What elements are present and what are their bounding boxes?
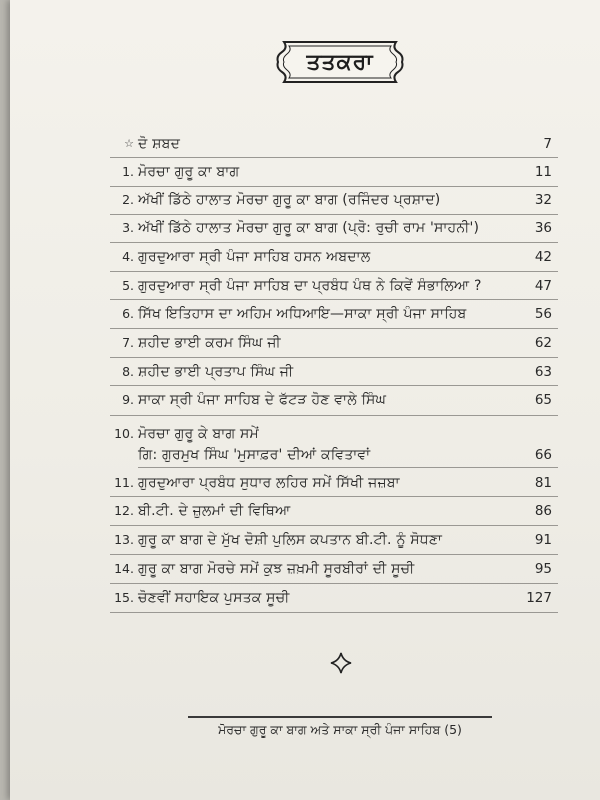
toc-entry-title: ਮੋਰਚਾ ਗੁਰੂ ਕਾ ਬਾਗ [138, 164, 240, 180]
toc-entry[interactable] [10, 388, 600, 412]
toc-entry-title: ਸ਼ਹੀਦ ਭਾਈ ਪ੍ਰਤਾਪ ਸਿੰਘ ਜੀ [138, 364, 294, 380]
toc-entry-page: 86 [534, 503, 552, 519]
toc-entry-title: ਅੱਖੀਂ ਡਿੱਠੇ ਹਾਲਾਤ ਮੋਰਚਾ ਗੁਰੂ ਕਾ ਬਾਗ (ਰਜਿੰਦਰ ਪ੍ਰਸ਼ਾਦ) [138, 192, 441, 208]
toc-entry-page: 62 [534, 335, 552, 351]
toc-entry-title: ਗੁਰਦੁਆਰਾ ਸ੍ਰੀ ਪੰਜਾ ਸਾਹਿਬ ਹਸਨ ਅਬਦਾਲ [138, 249, 371, 265]
toc-entry-number: 14. [114, 561, 134, 576]
toc-entry-title: ਗਿ: ਗੁਰਮੁਖ ਸਿੰਘ 'ਮੁਸਾਫ਼ਰ' ਦੀਆਂ ਕਵਿਤਾਵਾਂ [138, 447, 371, 463]
divider [110, 242, 558, 243]
toc-entry[interactable] [10, 331, 600, 355]
toc-entry-title: ਸਾਕਾ ਸ੍ਰੀ ਪੰਜਾ ਸਾਹਿਬ ਦੇ ਫੱਟੜ ਹੋਣ ਵਾਲੇ ਸਿੰਘ [138, 392, 387, 408]
toc-entry[interactable] [10, 188, 600, 212]
toc-entry-page: 66 [534, 447, 552, 463]
toc-entry-title: ਗੁਰਦੁਆਰਾ ਪ੍ਰਬੰਧ ਸੁਧਾਰ ਲਹਿਰ ਸਮੇਂ ਸਿੱਖੀ ਜਜ਼ਬਾ [138, 475, 400, 491]
page-title: ਤਤਕਰਾ [306, 49, 374, 75]
toc-entry-number: 9. [122, 392, 134, 407]
divider [138, 467, 558, 468]
toc-entry-continuation[interactable] [10, 443, 600, 467]
toc-entry-page: 7 [543, 136, 552, 152]
footer-rule [188, 716, 492, 718]
toc-entry-title: ਸਿੱਖ ਇਤਿਹਾਸ ਦਾ ਅਹਿਮ ਅਧਿਆਇ—ਸਾਕਾ ਸ੍ਰੀ ਪੰਜਾ ਸਾਹਿਬ [138, 306, 467, 322]
toc-entry[interactable] [10, 586, 600, 610]
divider [110, 186, 558, 187]
divider [110, 299, 558, 300]
divider [110, 157, 558, 158]
divider [110, 583, 558, 584]
toc-entry-number: 1. [122, 164, 134, 179]
running-footer: ਮੋਰਚਾ ਗੁਰੂ ਕਾ ਬਾਗ ਅਤੇ ਸਾਕਾ ਸ੍ਰੀ ਪੰਜਾ ਸਾਹਿਬ (5) [218, 722, 462, 737]
divider [110, 415, 558, 416]
toc-entry-number: 8. [122, 364, 134, 379]
divider [110, 214, 558, 215]
toc-entry-page: 63 [534, 364, 552, 380]
toc-entry-number: 5. [122, 278, 134, 293]
toc-entry-number: 11. [114, 475, 134, 490]
toc-entry-number: 13. [114, 532, 134, 547]
toc-entry-page: 47 [534, 278, 552, 294]
toc-entry-page: 95 [534, 561, 552, 577]
toc-entry[interactable] [10, 160, 600, 184]
divider [110, 554, 558, 555]
toc-entry-title: ਗੁਰੂ ਕਾ ਬਾਗ ਮੋਰਚੇ ਸਮੇਂ ਕੁਝ ਜ਼ਖ਼ਮੀ ਸੂਰਬੀਰਾਂ ਦੀ ਸੂਚੀ [138, 561, 415, 577]
divider [110, 496, 558, 497]
toc-entry-number: 6. [122, 306, 134, 321]
toc-entry-number: 15. [114, 590, 134, 605]
toc-entry-title: ਮੋਰਚਾ ਗੁਰੂ ਕੇ ਬਾਗ ਸਮੇਂ [138, 426, 259, 442]
toc-entry-page: 56 [534, 306, 552, 322]
toc-entry[interactable] [10, 528, 600, 552]
toc-entry-page: 127 [526, 590, 552, 606]
toc-entry-page: 11 [534, 164, 552, 180]
toc-entry-title: ਸ਼ਹੀਦ ਭਾਈ ਕਰਮ ਸਿੰਘ ਜੀ [138, 335, 281, 351]
toc-entry-page: 36 [534, 220, 552, 236]
toc-entry[interactable] [10, 274, 600, 298]
toc-entry[interactable] [10, 471, 600, 495]
toc-entry-page: 91 [534, 532, 552, 548]
star-icon: ☆ [124, 137, 134, 150]
toc-entry-number: 7. [122, 335, 134, 350]
toc-entry-number: 12. [114, 503, 134, 518]
book-page [10, 0, 600, 800]
divider [110, 385, 558, 386]
divider [110, 525, 558, 526]
toc-entry-number: 10. [114, 426, 134, 441]
toc-entry-page: 65 [534, 392, 552, 408]
toc-entry[interactable] [10, 360, 600, 384]
table-of-contents [10, 0, 600, 800]
toc-entry[interactable] [10, 245, 600, 269]
toc-entry[interactable] [10, 302, 600, 326]
toc-entry-number: 4. [122, 249, 134, 264]
toc-entry-title: ਚੋਣਵੀਂ ਸਹਾਇਕ ਪੁਸਤਕ ਸੂਚੀ [138, 590, 290, 606]
divider [110, 612, 558, 613]
toc-entry-title: ਗੁਰੂ ਕਾ ਬਾਗ ਦੇ ਮੁੱਖ ਦੋਸ਼ੀ ਪੁਲਿਸ ਕਪਤਾਨ ਬੀ.ਟੀ. ਨੂੰ ਸੋਧਣਾ [138, 532, 443, 548]
divider [110, 357, 558, 358]
toc-entry-title: ਬੀ.ਟੀ. ਦੇ ਜ਼ੁਲਮਾਂ ਦੀ ਵਿਥਿਆ [138, 503, 291, 519]
toc-entry[interactable] [10, 132, 600, 156]
toc-entry-page: 42 [534, 249, 552, 265]
divider [110, 328, 558, 329]
toc-entry[interactable] [10, 216, 600, 240]
toc-entry[interactable] [10, 499, 600, 523]
toc-entry-title: ਗੁਰਦੁਆਰਾ ਸ੍ਰੀ ਪੰਜਾ ਸਾਹਿਬ ਦਾ ਪ੍ਰਬੰਧ ਪੰਥ ਨੇ ਕਿਵੇਂ ਸੰਭਾਲਿਆ ? [138, 278, 482, 294]
toc-entry-title: ਅੱਖੀਂ ਡਿੱਠੇ ਹਾਲਾਤ ਮੋਰਚਾ ਗੁਰੂ ਕਾ ਬਾਗ (ਪ੍ਰੋ: ਰੁਚੀ ਰਾਮ 'ਸਾਹਨੀ') [138, 220, 480, 236]
diamond-ornament-icon [330, 652, 352, 674]
toc-entry-page: 81 [534, 475, 552, 491]
toc-entry-title: ਦੋ ਸ਼ਬਦ [138, 136, 181, 152]
toc-entry-page: 32 [534, 192, 552, 208]
toc-entry[interactable] [10, 557, 600, 581]
toc-entry-number: 3. [122, 220, 134, 235]
toc-entry-number: 2. [122, 192, 134, 207]
divider [110, 271, 558, 272]
